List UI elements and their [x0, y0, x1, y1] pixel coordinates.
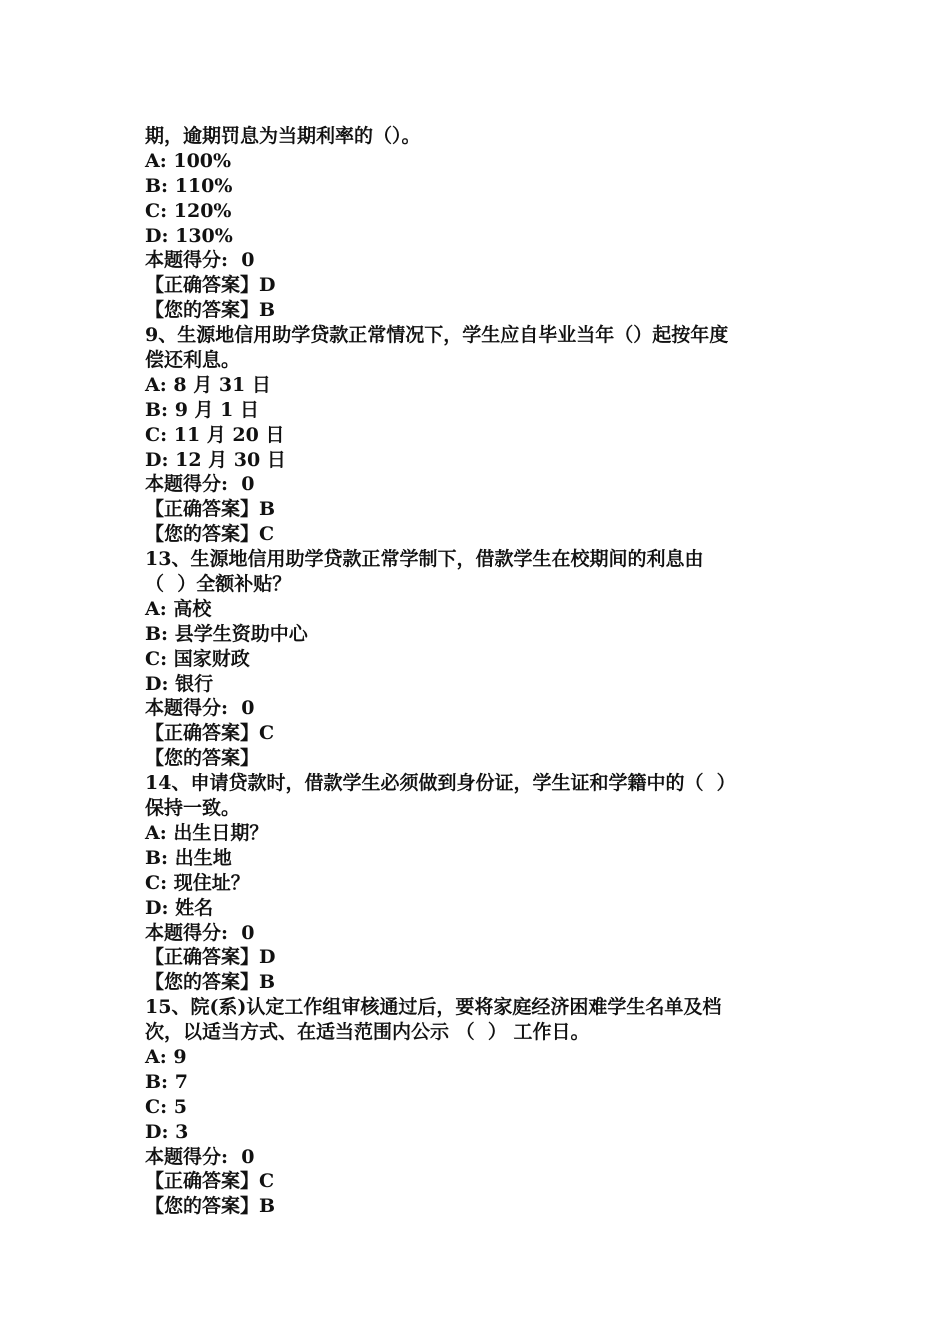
option-d: D: 姓名: [145, 896, 214, 919]
option-a: A: 8 月 31 日: [145, 373, 271, 396]
option-d: D: 3: [145, 1120, 189, 1143]
question-stem-line: 14、申请贷款时，借款学生必须做到身份证，学生证和学籍中的（ ）: [145, 772, 736, 795]
question-q8: [145, 124, 825, 323]
score-line: 本题得分: 0: [145, 249, 255, 272]
correct-answer: 【正确答案】C: [145, 722, 275, 745]
option-b: B: 出生地: [145, 846, 232, 869]
option-c: C: 现住址？: [145, 871, 250, 894]
question-q13: [145, 547, 825, 771]
option-c: C: 11 月 20 日: [145, 423, 285, 446]
score-line: 本题得分: 0: [145, 697, 255, 720]
option-b: B: 9 月 1 日: [145, 398, 259, 421]
question-stem-line: 保持一致。: [145, 797, 241, 820]
your-answer: 【您的答案】B: [145, 299, 276, 322]
option-b: B: 县学生资助中心: [145, 622, 308, 645]
your-answer: 【您的答案】C: [145, 523, 275, 546]
your-answer: 【您的答案】B: [145, 971, 276, 994]
option-c: C: 120%: [145, 199, 232, 222]
option-a: A: 高校: [145, 597, 212, 620]
option-c: C: 5: [145, 1095, 187, 1118]
question-stem-line: 9、生源地信用助学贷款正常情况下，学生应自毕业当年（）起按年度: [145, 324, 729, 347]
question-stem-line: 次，以适当方式、在适当范围内公示 （ ） 工作日。: [145, 1021, 590, 1044]
correct-answer: 【正确答案】D: [145, 946, 276, 969]
question-q14: [145, 771, 825, 995]
option-a: A: 9: [145, 1045, 187, 1068]
option-d: D: 银行: [145, 672, 214, 695]
question-stem-line: 偿还利息。: [145, 349, 241, 372]
correct-answer: 【正确答案】C: [145, 1170, 275, 1193]
question-q9: [145, 323, 825, 547]
option-d: D: 130%: [145, 224, 233, 247]
option-b: B: 7: [145, 1070, 188, 1093]
score-line: 本题得分: 0: [145, 1145, 255, 1168]
option-d: D: 12 月 30 日: [145, 448, 286, 471]
question-stem-line: 15、院(系)认定工作组审核通过后，要将家庭经济困难学生名单及档: [145, 996, 722, 1019]
question-q15: [145, 995, 825, 1219]
your-answer: 【您的答案】: [145, 747, 260, 770]
option-c: C: 国家财政: [145, 647, 250, 670]
document-page: [145, 124, 825, 1219]
option-a: A: 100%: [145, 149, 232, 172]
question-stem-line: （ ）全额补贴？: [145, 573, 292, 596]
option-b: B: 110%: [145, 174, 233, 197]
your-answer: 【您的答案】B: [145, 1195, 276, 1218]
option-a: A: 出生日期？: [145, 821, 269, 844]
correct-answer: 【正确答案】B: [145, 498, 276, 521]
correct-answer: 【正确答案】D: [145, 274, 276, 297]
question-stem-line: 期，逾期罚息为当期利率的（）。: [145, 125, 421, 147]
score-line: 本题得分: 0: [145, 921, 255, 944]
question-stem-line: 13、生源地信用助学贷款正常学制下，借款学生在校期间的利息由: [145, 548, 704, 571]
score-line: 本题得分: 0: [145, 473, 255, 496]
